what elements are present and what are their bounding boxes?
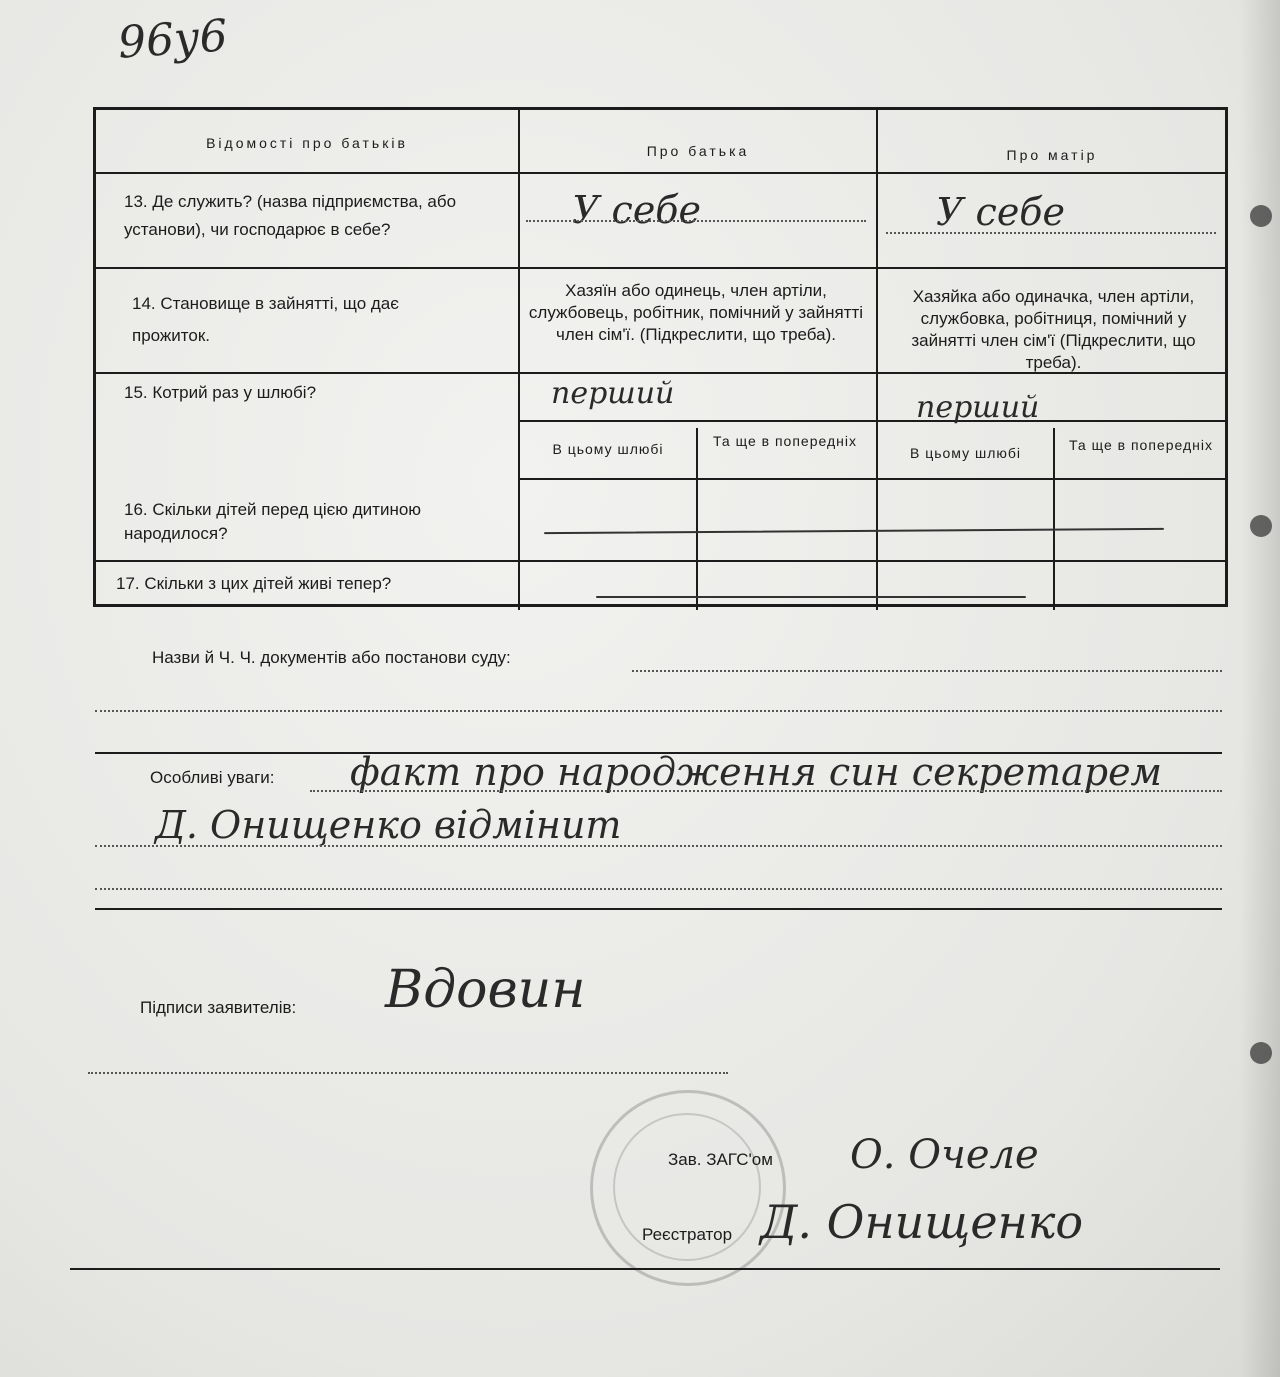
subheader-mother-previous: Та ще в попередніх bbox=[1069, 437, 1213, 453]
remarks-line-1: факт про народження син секретарем bbox=[350, 750, 1163, 794]
remarks-rule bbox=[95, 908, 1222, 910]
parents-info-table bbox=[93, 107, 1228, 607]
row-line-sub bbox=[518, 478, 1226, 480]
documents-label: Назви й Ч. Ч. документів або постанови суду: bbox=[152, 648, 511, 667]
options-14-father: Хазяїн або одинець, член артіли, службовець, робітник, помічний у зайнятті член сім'ї. (Підкреслити, що треба). bbox=[528, 281, 864, 344]
subheader-father-this: В цьому шлюбі bbox=[552, 441, 664, 457]
header-mother: Про матір bbox=[1006, 147, 1098, 163]
divider-sub-mother bbox=[1053, 428, 1055, 610]
corner-note: 96у6 bbox=[116, 10, 230, 69]
header-father: Про батька bbox=[646, 143, 750, 159]
answer-13-mother: У себе bbox=[936, 190, 1065, 234]
question-14: 14. Становище в зайнятті, що дає прожиток. bbox=[132, 294, 399, 345]
answer-15-mother: перший bbox=[916, 390, 1040, 425]
question-13: 13. Де служить? (назва підприємства, або установи), чи господарює в себе? bbox=[124, 192, 457, 239]
subheader-father-previous: Та ще в попередніх bbox=[713, 433, 857, 449]
remarks-label: Особливі уваги: bbox=[150, 768, 275, 787]
row-line-15 bbox=[518, 420, 1226, 422]
bottom-rule bbox=[70, 1268, 1220, 1270]
remarks-dots-1 bbox=[310, 790, 1222, 792]
signatures-label: Підписи заявителів: bbox=[140, 998, 297, 1017]
row-line-header bbox=[96, 172, 1226, 174]
options-14-mother: Хазяйка або одиначка, член артіли, службовка, робітниця, помічний у зайнятті член сім'ї (Підкреслити, що треба). bbox=[911, 287, 1196, 372]
documents-dots-1 bbox=[632, 670, 1222, 672]
dots-13-father bbox=[526, 220, 866, 222]
zags-head-signature: О. Очеле bbox=[850, 1132, 1039, 1178]
answer-13-father: У себе bbox=[572, 188, 701, 232]
office-stamp bbox=[590, 1090, 786, 1286]
punch-hole-1 bbox=[1250, 205, 1272, 227]
remarks-line-2: Д. Онищенко відмінит bbox=[155, 803, 622, 847]
answer-15-father: перший bbox=[551, 376, 675, 411]
row-line-13 bbox=[96, 267, 1226, 269]
remarks-dots-3 bbox=[95, 888, 1222, 890]
dots-13-mother bbox=[886, 232, 1216, 234]
signatures-dots bbox=[88, 1072, 728, 1074]
punch-hole-3 bbox=[1250, 1042, 1272, 1064]
punch-hole-2 bbox=[1250, 515, 1272, 537]
remarks-dots-2 bbox=[95, 845, 1222, 847]
subheader-mother-this: В цьому шлюбі bbox=[909, 445, 1022, 461]
row-line-16 bbox=[96, 560, 1226, 562]
registrar-signature: Д. Онищенко bbox=[760, 1195, 1084, 1249]
divider-sub-father bbox=[696, 428, 698, 610]
applicant-signature: Вдовин bbox=[385, 960, 586, 1020]
question-15: 15. Котрий раз у шлюбі? bbox=[124, 383, 317, 402]
header-parents-info: Відомості про батьків bbox=[206, 135, 408, 151]
question-16: 16. Скільки дітей перед цією дитиною народилося? bbox=[124, 500, 422, 543]
question-17: 17. Скільки з цих дітей живі тепер? bbox=[116, 574, 392, 593]
zags-head-label: Зав. ЗАГС'ом bbox=[668, 1150, 773, 1169]
dash-row-17 bbox=[596, 596, 1026, 598]
dash-row-16 bbox=[544, 528, 1164, 534]
documents-dots-2 bbox=[95, 710, 1222, 712]
registrar-label: Реєстратор bbox=[642, 1225, 733, 1244]
divider-col1 bbox=[518, 110, 520, 610]
divider-col2 bbox=[876, 110, 878, 610]
